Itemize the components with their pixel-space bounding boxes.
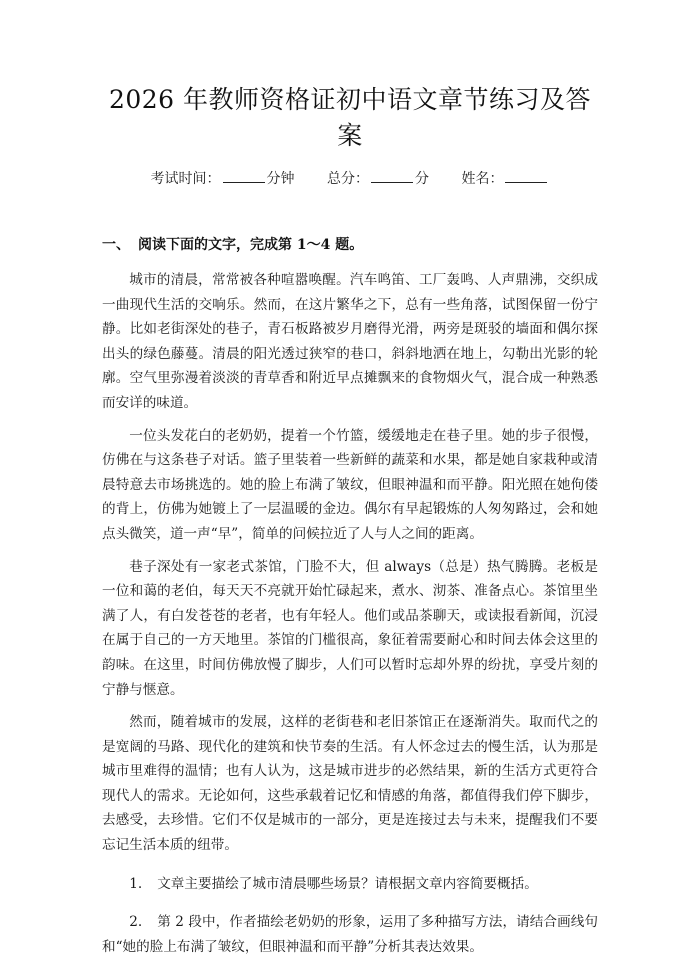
name-blank: [505, 182, 547, 183]
name-field: [461, 168, 549, 188]
passage-paragraph-4: 然而，随着城市的发展，这样的老街巷和老旧茶馆正在逐渐消失。取而代之的是宽阔的马路、现代化的建筑和快节奏的生活。有人怀念过去的慢生活，认为那是城市里难得的温情；也有人认为，这是城市进步的必然结果，新的生活方式更符合现代人的需求。无论如何，这些承载着记忆和情感的角落，都值得我们停下脚步，去感受，去珍惜。它们不仅是城市的一部分，更是连接过去与未来，提醒我们不要忘记生活本质的纽带。: [102, 714, 598, 854]
section-1-instruction: 阅读下面的文字，完成第 1～4 题。: [138, 237, 364, 253]
question-1-text: 文章主要描绘了城市清晨哪些场景？请根据文章内容简要概括。: [157, 875, 538, 892]
passage-paragraph-2: 一位头发花白的老奶奶，提着一个竹篮，缓缓地走在巷子里。她的步子很慢，仿佛在与这条巷子对话。篮子里装着一些新鲜的蔬菜和水果，都是她自家栽种或清晨特意去市场挑选的。她的脸上布满了皱纹，但眼神温和而平静。阳光照在她佝偻的背上，仿佛为她镀上了一层温暖的金边。偶尔有早起锻炼的人匆匆路过，会和她点头微笑，道一声“早”，简单的问候拉近了人与人之间的距离。: [102, 427, 598, 542]
question-2-text: 第 2 段中，作者描绘老奶奶的形象，运用了多种描写方法，请结合画线句和“她的脸上布满了皱纹，但眼神温和而平静”分析其表达效果。: [102, 914, 598, 955]
question-2: [102, 910, 598, 959]
total-score-label: 总分：: [327, 171, 369, 187]
exam-meta: [102, 168, 598, 188]
section-1-number: 一、: [102, 237, 130, 253]
total-score-blank: [371, 182, 413, 183]
name-label: 姓名：: [461, 171, 504, 187]
question-1-number: 1.: [129, 875, 143, 892]
section-1-heading: [102, 234, 598, 254]
passage-paragraph-3: 巷子深处有一家老式茶馆，门脸不大，但 always（总是）热气腾腾。老板是一位和蔼的老伯，每天天不亮就开始忙碌起来，煮水、沏茶、准备点心。茶馆里坐满了人，有白发苍苍的老者，也有年轻人。他们或品茶聊天，或读报看新闻，沉浸在属于自己的一方天地里。茶馆的门槛很高，象征着需要耐心和时间去体会这里的韵味。在这里，时间仿佛放慢了脚步，人们可以暂时忘却外界的纷扰，享受片刻的宁静与惬意。: [102, 558, 598, 698]
question-2-number: 2.: [129, 914, 143, 931]
exam-time-label: 考试时间：: [150, 171, 221, 187]
exam-time-blank: [223, 182, 265, 183]
question-1: [102, 872, 598, 897]
total-score-field: [327, 168, 429, 188]
exam-time-field: [151, 168, 295, 188]
total-score-unit: 分: [415, 171, 429, 187]
exam-time-unit: 分钟: [266, 171, 295, 187]
passage-paragraph-1: 城市的清晨，常常被各种喧嚣唤醒。汽车鸣笛、工厂轰鸣、人声鼎沸，交织成一曲现代生活的交响乐。然而，在这片繁华之下，总有一些角落，试图保留一份宁静。比如老街深处的巷子，青石板路被岁月磨得光滑，两旁是斑驳的墙面和偶尔探出头的绿色藤蔓。清晨的阳光透过狭窄的巷口，斜斜地洒在地上，勾勒出光影的轮廓。空气里弥漫着淡淡的青草香和附近早点摊飘来的食物烟火气，混合成一种熟悉而安详的味道。: [102, 272, 598, 411]
document-title: 2026 年教师资格证初中语文章节练习及答案: [108, 85, 592, 150]
